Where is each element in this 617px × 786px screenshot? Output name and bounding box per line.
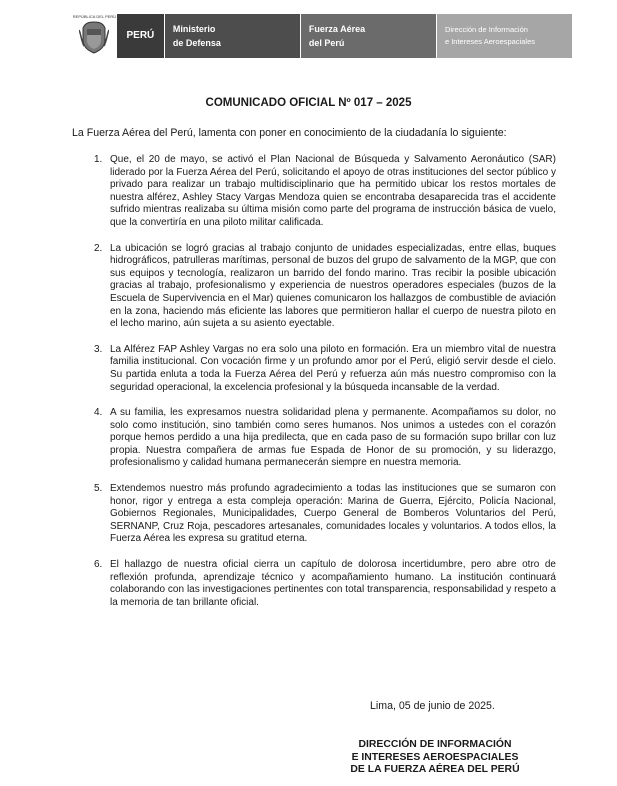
signature-line-2: E INTERESES AEROESPACIALES bbox=[351, 751, 519, 763]
directorate-line-1: Dirección de Información bbox=[444, 25, 528, 34]
signature-line-3: DE LA FUERZA AÉREA DEL PERÚ bbox=[350, 764, 520, 776]
ministry-block bbox=[164, 14, 300, 58]
intro-paragraph: La Fuerza Aérea del Perú, lamenta con poner en conocimiento de la ciudadanía lo siguiente: bbox=[72, 127, 507, 139]
shield-icon bbox=[79, 20, 109, 54]
item-text: La Alférez FAP Ashley Vargas no era solo una piloto en formación. Era un miembro vital de nuestra familia institucional. Con vocación firme y un profundo amor por el Perú, eligió servir desde el cielo. Su partida enluta a toda la Fuerza Aérea del Perú y refuerza aún más nuestro compromiso con la seguridad operacional, la excelencia profesional y la búsqueda incansable de la verdad. bbox=[110, 343, 556, 393]
country-label: PERÚ bbox=[126, 30, 155, 41]
item-text: Extendemos nuestro más profundo agradecimiento a todas las instituciones que se sumaron con honor, rigor y entrega a esta compleja operación: Marina de Guerra, Ejército, Policía Nacional, Gobiernos Regionales, Municipalidades, Cuerpo General de Bomberos Voluntarios del Perú, SERNANP, Cruz Roja, pescadores artesanales, comunidades locales y voluntarios. A todos ellos, la Fuerza Aérea les expresa su gratitud eterna. bbox=[110, 483, 556, 545]
date-line: Lima, 05 de junio de 2025. bbox=[370, 700, 495, 712]
list-item bbox=[72, 407, 556, 470]
item-text: Que, el 20 de mayo, se activó el Plan Nacional de Búsqueda y Salvamento Aeronáutico (SAR) liderado por la Fuerza Aérea del Perú, solicitando el apoyo de otras instituciones del sector público y privado para realizar un trabajo multidisciplinario que ha permitido ubicar los restos mortales de nuestra alférez, Ashley Stacy Vargas Mendoza quien se encontraba desaparecida tras el accidente sufrido mientras realizaba su última misión como parte del programa de instrucción básica de vuelo, que la convertiría en una piloto militar calificada. bbox=[110, 154, 556, 228]
numbered-list bbox=[72, 154, 556, 622]
item-text: El hallazgo de nuestra oficial cierra un capítulo de dolorosa incertidumbre, pero abre otro de reflexión profunda, aprendizaje técnico y acompañamiento humano. La institución continuará colaborando con las investigaciones pertinentes con total transparencia, responsabilidad y respeto a la memoria de tan brillante oficial. bbox=[110, 559, 556, 608]
item-number: 2. bbox=[94, 242, 103, 254]
list-item bbox=[72, 344, 556, 394]
ministry-line-2: de Defensa bbox=[172, 38, 221, 48]
signature-line-1: DIRECCIÓN DE INFORMACIÓN bbox=[358, 739, 512, 750]
signature-block bbox=[330, 739, 540, 777]
air-force-line-1: Fuerza Aérea bbox=[308, 24, 366, 34]
peru-block bbox=[117, 14, 164, 58]
item-number: 1. bbox=[94, 154, 103, 165]
directorate-block bbox=[436, 14, 572, 58]
list-item bbox=[72, 483, 556, 546]
item-text: A su familia, les expresamos nuestra solidaridad plena y permanente. Acompañamos su dolor, no solo como institución, sino también como seres humanos. Nos unimos a ustedes con el corazón porque hemos perdido a una hija predilecta, que en cada paso de su formación supo brillar con luz propia. Nuestra compañera de armas fue Espada de Honor de su promoción, y su liderazgo, profesionalismo y calidad humana permanecerán siempre en nuestra memoria. bbox=[110, 407, 556, 469]
shield-caption: REPÚBLICA DEL PERÚ bbox=[72, 14, 117, 19]
item-number: 3. bbox=[94, 343, 103, 355]
item-number: 5. bbox=[94, 483, 103, 495]
coat-of-arms bbox=[72, 14, 117, 58]
item-number: 4. bbox=[94, 407, 103, 419]
list-item bbox=[72, 154, 556, 230]
air-force-block bbox=[300, 14, 436, 58]
list-item bbox=[72, 559, 556, 609]
letterhead bbox=[72, 14, 572, 58]
item-text: La ubicación se logró gracias al trabajo conjunto de unidades especializadas, entre ellas, buques hidrográficos, patrulleras marítimas, personal de buzos del grupo de salvamento de la MGP, que con sus equipos y tecnología, realizaron un barrido del fondo marino. Tras recibir la posible ubicación gracias al trabajo, profesionalismo y experiencia de nuestros operadores especiales (buzos de la Escuela de Supervivencia en el Mar) quienes comunicaron los hallazgos de combustible de aviación en la zona, haciendo más eficiente las labores que permitieron hallar el cuerpo de nuestra piloto en el lecho marino, aún sujeta a su asiento eyectable. bbox=[110, 242, 556, 330]
list-item bbox=[72, 243, 556, 331]
document-title: COMUNICADO OFICIAL Nº 017 – 2025 bbox=[205, 97, 412, 109]
item-number: 6. bbox=[94, 559, 103, 571]
directorate-line-2: e Intereses Aeroespaciales bbox=[444, 37, 536, 46]
ministry-line-1: Ministerio bbox=[172, 24, 216, 34]
air-force-line-2: del Perú bbox=[308, 38, 345, 48]
